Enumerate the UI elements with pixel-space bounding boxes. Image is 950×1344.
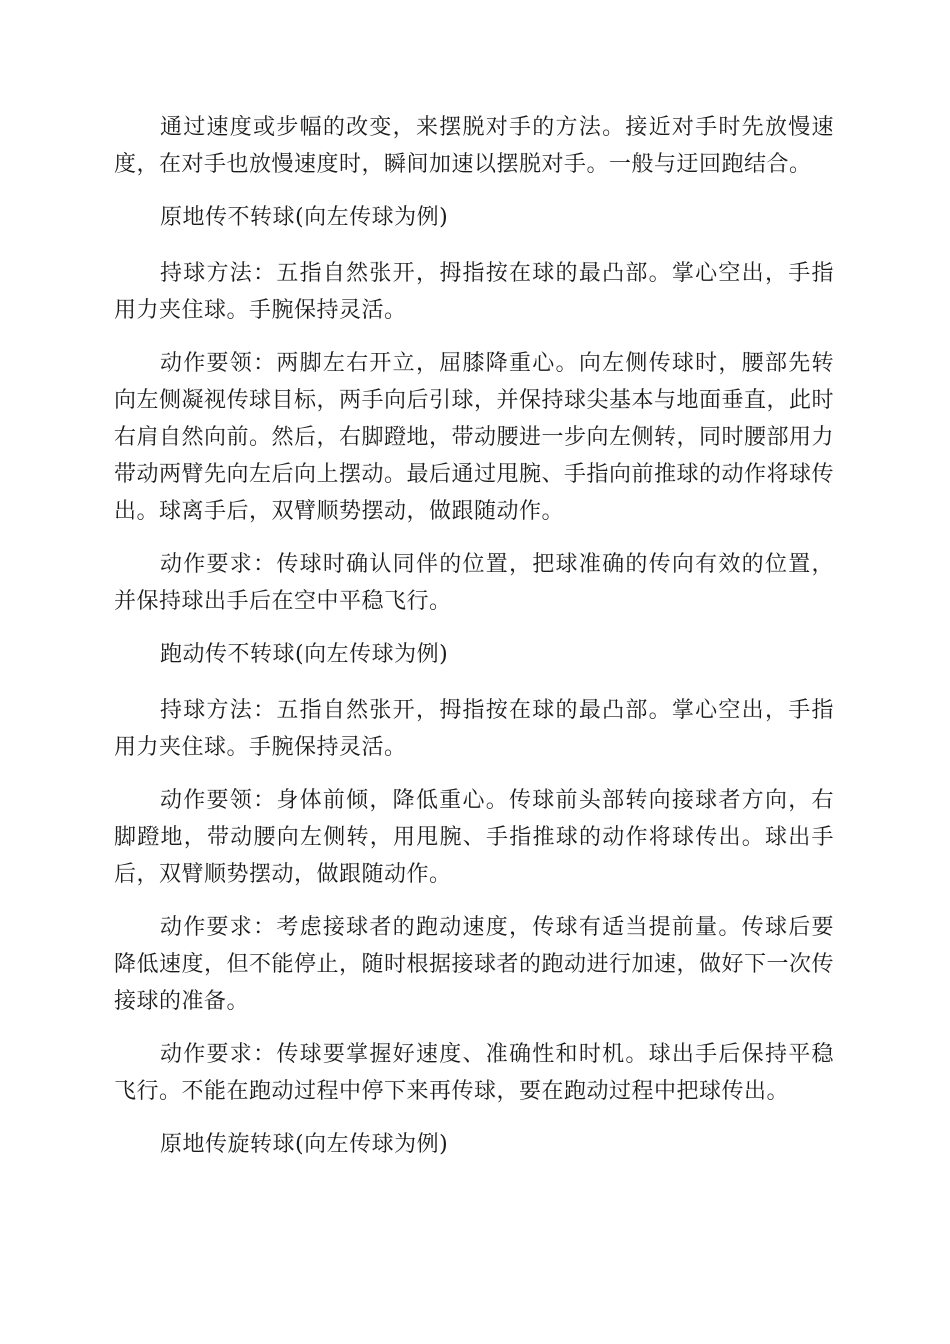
paragraph-technique-essentials-running: 动作要领：身体前倾，降低重心。传球前头部转向接球者方向，右脚蹬地，带动腰向左侧转，用甩腕、手指推球的动作将球传出。球出手后，双臂顺势摆动，做跟随动作。 [114, 788, 834, 887]
paragraph-grip-method-running: 持球方法：五指自然张开，拇指按在球的最凸部。掌心空出，手指用力夹住球。手腕保持灵活。 [114, 698, 834, 760]
paragraph-technique-requirements: 动作要求：传球时确认同伴的位置，把球准确的传向有效的位置，并保持球出手后在空中平稳飞行。 [114, 552, 834, 614]
paragraph-grip-method: 持球方法：五指自然张开，拇指按在球的最凸部。掌心空出，手指用力夹住球。手腕保持灵活。 [114, 261, 834, 323]
section-heading-running-spinless-pass: 跑动传不转球(向左传球为例) [160, 642, 449, 667]
paragraph-technique-requirements-timing: 动作要求：传球要掌握好速度、准确性和时机。球出手后保持平稳飞行。不能在跑动过程中停下来再传球，要在跑动过程中把球传出。 [114, 1042, 834, 1104]
section-heading-standing-spin-pass: 原地传旋转球(向左传球为例) [160, 1132, 449, 1157]
paragraph-feint-speed-change: 通过速度或步幅的改变，来摆脱对手的方法。接近对手时先放慢速度，在对手也放慢速度时，瞬间加速以摆脱对手。一般与迂回跑结合。 [114, 115, 834, 177]
document-body [114, 109, 834, 1182]
paragraph-technique-essentials: 动作要领：两脚左右开立，屈膝降重心。向左侧传球时，腰部先转向左侧凝视传球目标，两手向后引球，并保持球尖基本与地面垂直，此时右肩自然向前。然后，右脚蹬地，带动腰进一步向左侧转，同时腰部用力带动两臂先向左后向上摆动。最后通过甩腕、手指向前推球的动作将球传出。球离手后，双臂顺势摆动，做跟随动作。 [114, 351, 835, 524]
section-heading-standing-spinless-pass: 原地传不转球(向左传球为例) [160, 205, 449, 230]
paragraph-technique-requirements-running: 动作要求：考虑接球者的跑动速度，传球有适当提前量。传球后要降低速度，但不能停止，随时根据接球者的跑动进行加速，做好下一次传接球的准备。 [114, 915, 835, 1014]
